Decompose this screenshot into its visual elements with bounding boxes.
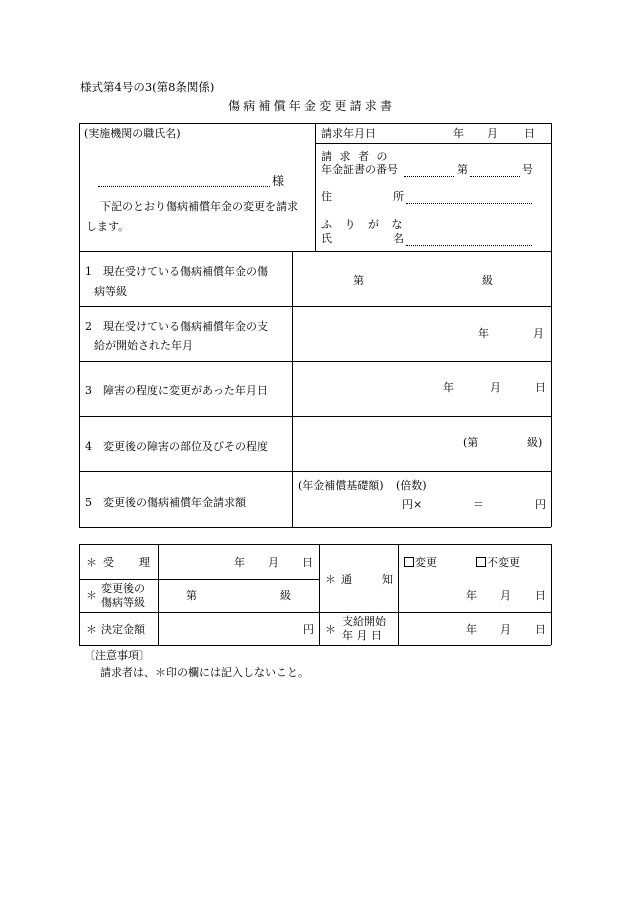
form-number: 様式第4号の3(第8条関係) xyxy=(80,80,215,94)
request-date-tsuki: 月 xyxy=(487,127,498,140)
receipt-label-b: 理 xyxy=(139,556,150,569)
grade-label-2: 傷病等級 xyxy=(101,596,145,609)
request-date-hi: 日 xyxy=(524,127,535,140)
start-tsuki: 月 xyxy=(500,623,511,636)
notes-title: 〔注意事項〕 xyxy=(84,649,150,662)
address-line[interactable] xyxy=(406,203,532,204)
item-3-label: 3 障害の程度に変更があった年月日 xyxy=(85,384,268,397)
notice-star: ＊ xyxy=(325,573,336,586)
grade-star: ＊ xyxy=(86,589,97,602)
item-2-label-2: 給が開始された年月 xyxy=(94,339,193,352)
grade-label-1: 変更後の xyxy=(101,582,145,595)
item-5-label: 5 変更後の傷病補償年金請求額 xyxy=(85,496,246,509)
checkbox-icon xyxy=(404,557,414,567)
request-date-nen: 年 xyxy=(453,127,464,140)
item-3-nen: 年 xyxy=(443,381,454,394)
sama-label: 様 xyxy=(272,174,285,188)
item-1-label-2: 病等級 xyxy=(94,285,127,298)
receipt-tsuki: 月 xyxy=(268,556,279,569)
notes-text: 請求者は、＊印の欄には記入しないこと。 xyxy=(100,666,309,679)
item-1-label-1: 1 現在受けている傷病補償年金の傷 xyxy=(85,265,268,278)
receipt-hi: 日 xyxy=(302,556,313,569)
item-4-label: 4 変更後の障害の部位及びその程度 xyxy=(85,440,268,453)
grade-kyu: 級 xyxy=(280,589,291,602)
start-star: ＊ xyxy=(325,623,336,636)
decision-label: 決定金額 xyxy=(101,623,145,636)
request-text-2: します。 xyxy=(86,220,130,233)
changed-checkbox[interactable] xyxy=(404,557,437,568)
item-3-tsuki: 月 xyxy=(490,381,501,394)
claimant-label-2: 年金証書の番号 xyxy=(321,163,398,176)
item-5-base-label: (年金補償基礎額) xyxy=(298,479,384,492)
grade-dai: 第 xyxy=(186,589,197,602)
item-5-multiplier-label: (倍数) xyxy=(396,479,427,492)
start-nen: 年 xyxy=(466,623,477,636)
certificate-dai: 第 xyxy=(457,163,468,176)
request-text-1: 下記のとおり傷病補償年金の変更を請求 xyxy=(100,200,298,213)
name-label-b: 名 xyxy=(393,232,404,245)
unchanged-checkbox[interactable] xyxy=(476,557,520,568)
certificate-go: 号 xyxy=(522,163,533,176)
form-title: 傷病補償年金変更請求書 xyxy=(228,99,396,113)
item-2-nen: 年 xyxy=(478,327,489,340)
start-hi: 日 xyxy=(535,623,546,636)
notice-tsuki: 月 xyxy=(500,589,511,602)
agency-label: (実施機関の職氏名) xyxy=(84,127,181,140)
start-label-2: 年 月 日 xyxy=(342,629,382,642)
changed-label: 変更 xyxy=(415,556,437,569)
unchanged-label: 不変更 xyxy=(487,556,520,569)
certificate-number-line-b[interactable] xyxy=(470,176,520,177)
agency-name-line[interactable] xyxy=(98,186,270,187)
receipt-star: ＊ xyxy=(86,556,97,569)
start-label-1: 支給開始 xyxy=(342,615,386,628)
request-date-label: 請求年月日 xyxy=(321,127,376,140)
item-5-en-times: 円× xyxy=(402,498,423,511)
notice-label-a: 通 xyxy=(341,573,352,586)
decision-en: 円 xyxy=(303,623,314,636)
item-3-hi: 日 xyxy=(535,381,546,394)
notice-label-b: 知 xyxy=(382,573,393,586)
item-5-en: 円 xyxy=(535,498,546,511)
certificate-number-line-a[interactable] xyxy=(404,176,454,177)
item-1-dai: 第 xyxy=(353,274,364,287)
notice-hi: 日 xyxy=(535,589,546,602)
address-label-b: 所 xyxy=(393,190,404,203)
checkbox-icon xyxy=(476,557,486,567)
item-1-kyu: 級 xyxy=(482,274,493,287)
name-line[interactable] xyxy=(406,245,532,246)
item-4-dai: (第 xyxy=(463,436,479,449)
furigana-label: ふ り が な xyxy=(321,218,407,231)
item-4-kyu: 級) xyxy=(527,436,543,449)
address-label-a: 住 xyxy=(321,190,332,203)
item-2-label-1: 2 現在受けている傷病補償年金の支 xyxy=(85,320,268,333)
receipt-label-a: 受 xyxy=(103,556,114,569)
decision-star: ＊ xyxy=(86,623,97,636)
notice-nen: 年 xyxy=(466,589,477,602)
claimant-label-1: 請 求 者 の xyxy=(321,150,390,163)
item-2-tsuki: 月 xyxy=(533,327,544,340)
name-label-a: 氏 xyxy=(321,232,332,245)
item-5-equals: ＝ xyxy=(473,498,484,511)
receipt-nen: 年 xyxy=(234,556,245,569)
